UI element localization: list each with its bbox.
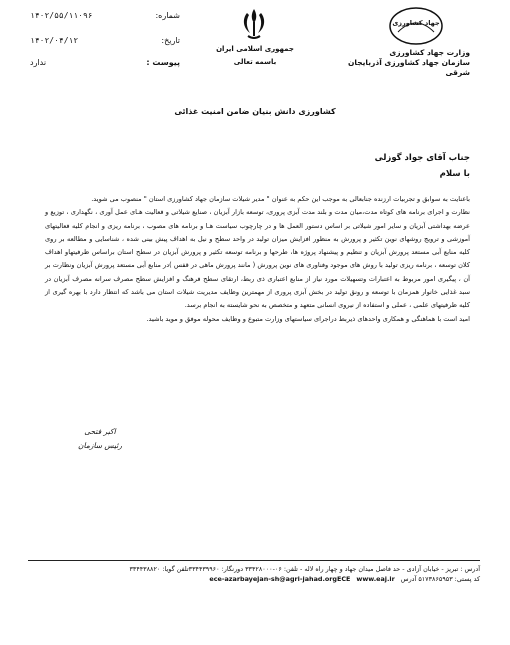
organization-block: [330, 48, 470, 78]
recipient-block: [300, 150, 470, 182]
number-value: ۱۴۰۲/۵۵/۱۱۰۹۶: [30, 11, 93, 20]
footer-postal: کد پستی: ۵۱۷۳۸۶۵۹۵۳ آدرس: [400, 575, 480, 583]
recipient: جناب آقای جواد گوزلی: [374, 153, 470, 163]
republic-text: جمهوری اسلامی ایران: [216, 45, 294, 53]
signer-title: رئیس سازمان: [78, 441, 122, 450]
attachment-label: پیوست :: [146, 58, 180, 67]
number-label: شماره:: [155, 11, 180, 20]
paragraph-1: باعنایت به سوابق و تجربیات ارزنده جنابعالی به موجب این حکم به عنوان " مدیر شیلات سازمان جهاد کشاورزی استان " منصوب می شوید.: [91, 195, 470, 203]
header-center: [205, 44, 305, 67]
footer-website[interactable]: www.eaj.ir: [356, 575, 395, 583]
letter-body: [45, 193, 470, 326]
footer-email[interactable]: ece-azarbayejan-sh@agri-jahad.orgECE: [209, 575, 351, 583]
iran-emblem: [238, 6, 270, 46]
slogan: کشاورزی دانش بنیان ضامن امنیت غذائی: [174, 107, 336, 116]
footer-divider: [28, 560, 480, 561]
date-value: ۱۴۰۲/۰۴/۱۲: [30, 36, 79, 45]
signer-name: اکبر فتحی: [84, 427, 116, 436]
emblem-icon: [238, 6, 270, 42]
greeting: با سلام: [439, 169, 470, 179]
footer: [28, 564, 480, 584]
organization-text: سازمان جهاد کشاورزی آذربایجان شرقی: [347, 58, 470, 77]
logo-text: جهاد کشاورزی: [392, 19, 440, 27]
jahad-logo: [388, 6, 444, 46]
besmeh-text: باسمه تعالی: [233, 58, 277, 66]
date-label: تاریخ:: [161, 36, 180, 45]
footer-address: آدرس : تبریز - خیابان آزادی - حد فاصل میدان جهاد و چهار راه لاله - تلفن: ۰۶-۳۳۴۲۸۰۰۰ دورنگار: ۳۳۴۴۳۹۹۶۰تلفن گویا: ۳۳۴۴۳۸۸۲۰: [129, 565, 480, 573]
paragraph-3: امید است با هماهنگی و همکاری واحدهای ذیربط دراجرای سیاستهای وزارت متبوع و وظایف محوله موفق و موید باشید.: [146, 314, 470, 323]
attachment-value: ندارد: [30, 58, 47, 67]
ministry-text: وزارت جهاد کشاورزی: [389, 48, 470, 57]
signature-block: [60, 425, 140, 453]
letter-meta: [30, 10, 180, 69]
paragraph-2: نظارت و اجرای برنامه های کوتاه مدت،میان مدت و بلند مدت آبزی پروری، توسعه بازار آبزیان ، صنایع شیلاتی و فعالیت هـای عمل آوری ، نگهداری ، توزیع و عرضه بهداشتی آبزیان و سایر امور شیلاتی بر اساس دستور العمل ها و در چارچوب سیاست هـا و برنامه های مصوب ، برنامه ریزی و انجام کلیه فعالیتهای آموزشی و ترویج روشهای نوین تکثیر و پرورش به منظور افزایش میزان تولید در واحد سطح و نیل به اهداف پیش بینی شده ، شناسایی و مطالعه بر روی کلیه منابع آبی مستعد پرورش آبزیان و تنظیم و پیشنهاد پروژه ها، طرحها و برنامه توسعه تکثیر و پرورش آبزیان در سطح استان براساس ظرفیتهاو اهداف کلان توسعه ، برنامه ریزی تولید با روش های موجود وفناوری های نوین پرورش ( مانند پرورش ماهی در قفس )در منابع آبی مستعد پرورش آبزیان ونظارت بر آن ، پیگیری امور مربوط به اعتبارات وتسهیلات مورد نیاز از منابع اعتباری ذی ربط، ارتقای سطح فرهنگ و افزایش سطح مصرف سرانه مصرف آبزیان در سبد غذایی خانوار همزمان با توسعه و رونق تولید در بخش آبزی پروری از مهمترین وظایف مدیریت شیلات استان می باشد که انتظار دارد با بهره گیری از کلیه ظرفیتهای علمی ، عملی و استفاده از نیروی انسانی متعهد و متخصص به نحو شایسته به انجام برسد.: [45, 208, 470, 310]
